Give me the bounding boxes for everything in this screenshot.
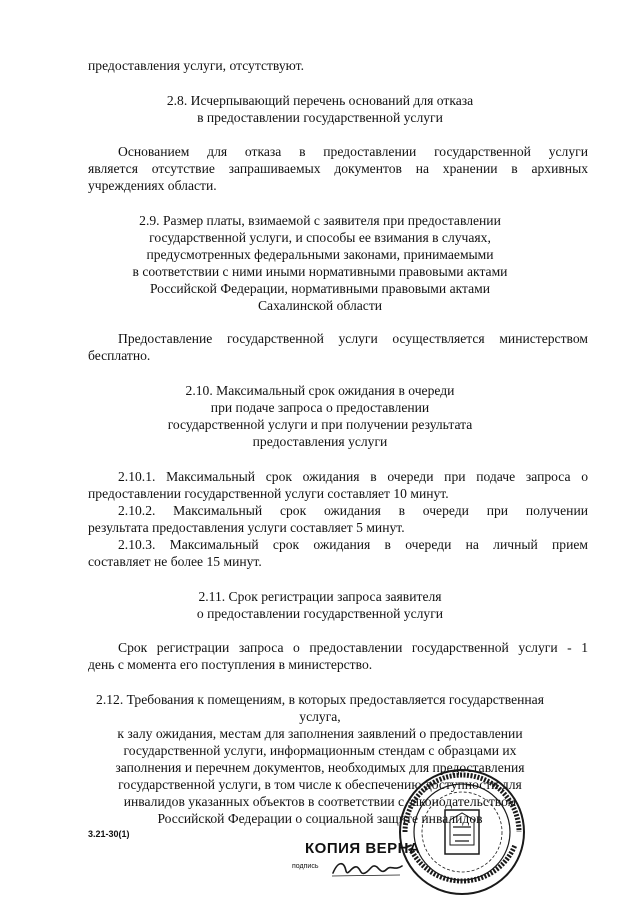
section-heading: 2.9. Размер платы, взимаемой с заявителя при предоставлении [139,213,501,228]
official-seal [395,765,530,900]
paragraph-line: является отсутствие запрашиваемых документов на хранении в архивных [88,161,588,176]
paragraph-line: 2.10.3. Максимальный срок ожидания в очереди на личный прием [118,537,588,552]
text-line: предоставления услуги, отсутствуют. [88,58,304,73]
section-heading: инвалидов указанных объектов в соответствии с законодательством [123,794,517,809]
section-heading: государственной услуги и при получении результата [167,417,473,432]
paragraph-line: результата предоставления услуги составляет 5 минут. [88,520,405,535]
paragraph-line: Срок регистрации запроса о предоставлении государственной услуги - 1 [118,640,588,655]
section-heading: 2.10. Максимальный срок ожидания в очереди [185,383,455,398]
section-heading: предоставления услуги [252,434,388,449]
copy-certified-stamp: КОПИЯ ВЕРНА [305,840,421,857]
section-heading: государственной услуги, в том числе к обеспечению доступности для [118,777,522,792]
handwritten-signature [330,855,405,880]
section-heading: 2.12. Требования к помещениям, в которых предоставляется государственная [96,692,544,707]
paragraph-line: 2.10.1. Максимальный срок ожидания в очереди при подаче запроса о [118,469,588,484]
section-heading: в соответствии с ними иными нормативными правовыми актами [132,264,508,279]
section-heading: к залу ожидания, местам для заполнения заявлений о предоставлении [117,726,523,741]
section-heading: предусмотренных федеральными законами, принимаемыми [146,247,494,262]
document-code: 3.21-30(1) [88,829,130,839]
paragraph-line: Предоставление государственной услуги осуществляется министерством [118,331,588,346]
paragraph-line: день с момента его поступления в министерство. [88,657,373,672]
section-heading: о предоставлении государственной услуги [196,606,444,621]
section-heading: государственной услуги, и способы ее взимания в случаях, [149,230,491,245]
section-heading: при подаче запроса о предоставлении [210,400,430,415]
paragraph-line: составляет не более 15 минут. [88,554,262,569]
stamp-signature-label: подпись [292,863,319,870]
section-heading: услуга, [299,709,341,724]
section-heading: в предоставлении государственной услуги [197,110,443,125]
paragraph-line: учреждениях области. [88,178,217,193]
section-heading: государственной услуги, информационным стендам с образцами их [123,743,517,758]
section-heading: 2.11. Срок регистрации запроса заявителя [198,589,442,604]
section-heading: Российской Федерации, нормативными правовыми актами [149,281,491,296]
paragraph-line: 2.10.2. Максимальный срок ожидания в очереди при получении [118,503,588,518]
paragraph-line: Основанием для отказа в предоставлении государственной услуги [118,144,588,159]
section-heading: Российской Федерации о социальной защите инвалидов [157,811,483,826]
section-heading: 2.8. Исчерпывающий перечень оснований для отказа [166,93,474,108]
paragraph-line: бесплатно. [88,348,151,363]
section-heading: Сахалинской области [257,298,383,313]
section-heading: заполнения и перечнем документов, необходимых для предоставления [115,760,525,775]
paragraph-line: предоставлении государственной услуги составляет 10 минут. [88,486,449,501]
